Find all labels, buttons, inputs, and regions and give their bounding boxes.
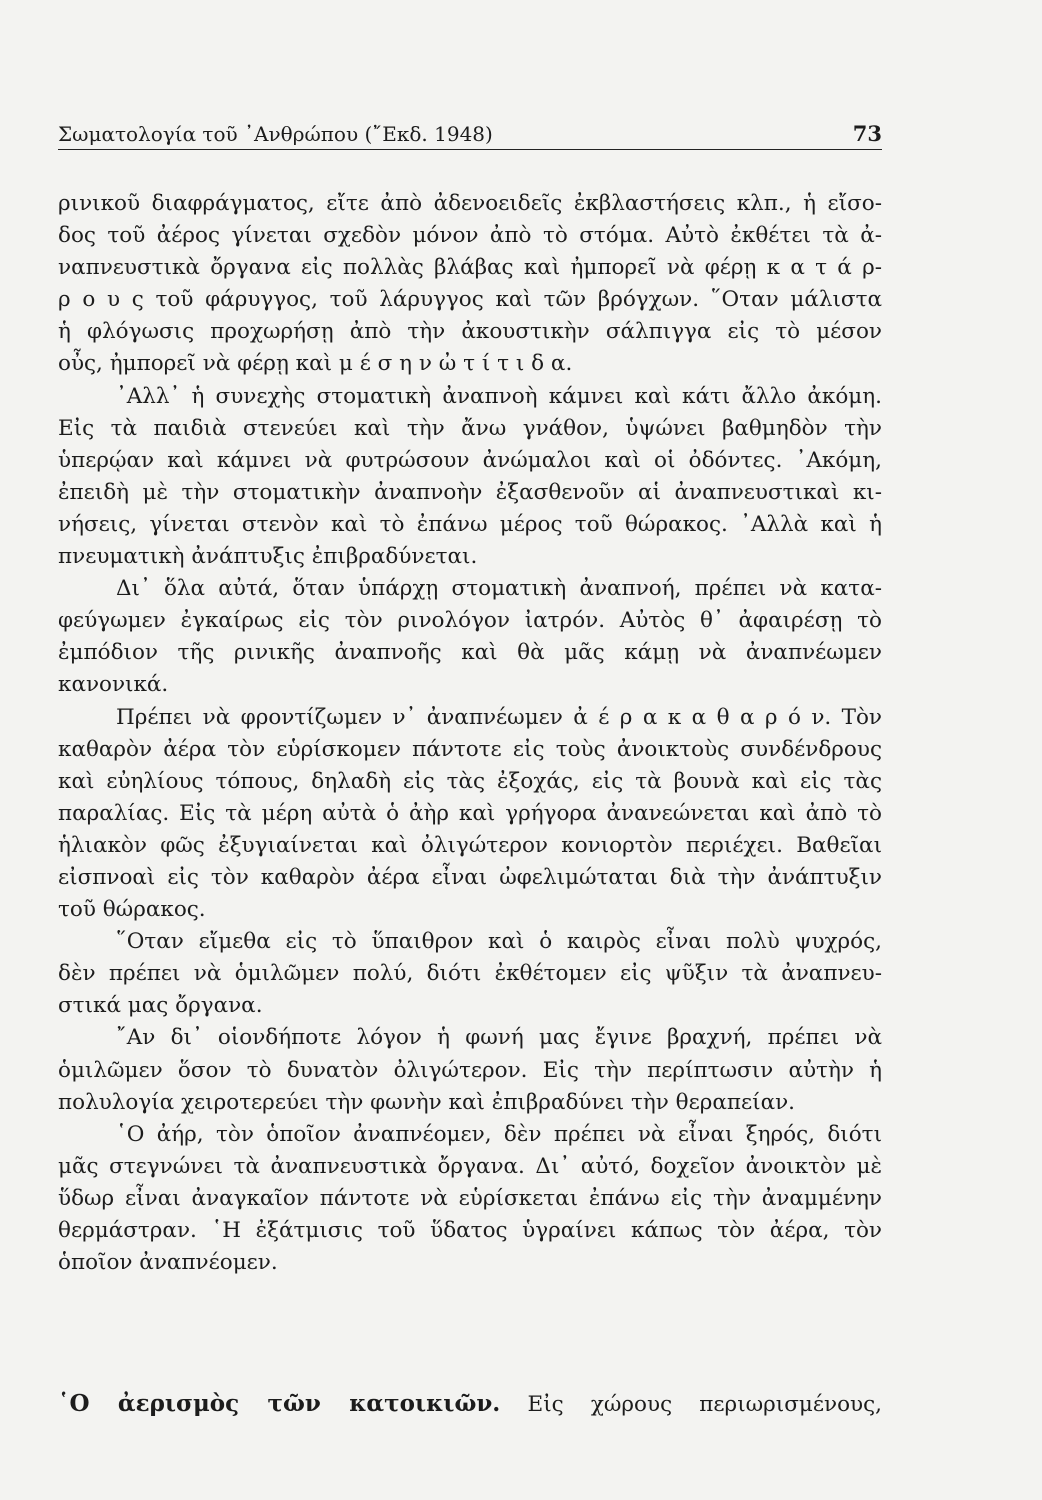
text-line: θερμάστραν. ῾Η ἐξάτμισις τοῦ ὕδατος ὑγραίνει κάπως τὸν ἀέρα, τὸν xyxy=(58,1218,882,1243)
text-line: ρινικοῦ διαφράγματος, εἴτε ἀπὸ ἀδενοειδεῖς ἐκβλαστήσεις κλπ., ἡ εἴσο- xyxy=(58,191,882,216)
text-line: παραλίας. Εἰς τὰ μέρη αὐτὰ ὁ ἀὴρ καὶ γρήγορα ἀνανεώνεται καὶ ἀπὸ τὸ xyxy=(58,800,882,826)
text-line: ῾Ο ἀήρ, τὸν ὁποῖον ἀναπνέομεν, δὲν πρέπει νὰ εἶναι ξηρός, διότι xyxy=(116,1121,882,1147)
text-line: ᾽Αλλ᾽ ἡ συνεχὴς στοματικὴ ἀναπνοὴ κάμνει καὶ κάτι ἄλλο ἀκόμη. xyxy=(116,383,882,409)
running-title: Σωματολογία τοῦ ᾽Ανθρώπου (῎Εκδ. 1948) xyxy=(58,122,493,146)
text-line: καθαρὸν ἀέρα τὸν εὑρίσκομεν πάντοτε εἰς τοὺς ἀνοικτοὺς συνδένδρους xyxy=(58,736,882,762)
text-line: ἡ φλόγωσις προχωρήσῃ ἀπὸ τὴν ἀκουστικὴν σάλπιγγα εἰς τὸ μέσον xyxy=(58,319,882,345)
section-text: Εἰς χώρους περιωρισμένους, xyxy=(527,1392,882,1417)
section-heading: ῾Ο ἀερισμὸς τῶν κατοικιῶν. xyxy=(58,1390,501,1417)
text-line: κανονικά. xyxy=(58,672,169,698)
text-line: δος τοῦ ἀέρος γίνεται σχεδὸν μόνον ἀπὸ τὸ στόμα. Αὐτὸ ἐκθέτει τὰ ἀ- xyxy=(58,223,882,249)
text-line: ὁμιλῶμεν ὅσον τὸ δυνατὸν ὀλιγώτερον. Εἰς τὴν περίπτωσιν αὐτὴν ἡ xyxy=(58,1057,882,1083)
text-line: στικά μας ὄργανα. xyxy=(58,993,263,1019)
section-start-line xyxy=(58,1388,882,1421)
running-header xyxy=(58,116,882,146)
text-line: μᾶς στεγνώνει τὰ ἀναπνευστικὰ ὄργανα. Δι᾽ αὐτό, δοχεῖον ἀνοικτὸν μὲ xyxy=(58,1153,882,1179)
text-line: νήσεις, γίνεται στενὸν καὶ τὸ ἐπάνω μέρος τοῦ θώρακος. ᾽Αλλὰ καὶ ἡ xyxy=(58,511,882,537)
text-line: Εἰς τὰ παιδιὰ στενεύει καὶ τὴν ἄνω γνάθον, ὑψώνει βαθμηδὸν τὴν xyxy=(58,415,882,441)
text-line: πολυλογία χειροτερεύει τὴν φωνὴν καὶ ἐπιβραδύνει τὴν θεραπείαν. xyxy=(58,1089,795,1115)
text-line: ὁποῖον ἀναπνέομεν. xyxy=(58,1250,278,1276)
text-line: φεύγωμεν ἐγκαίρως εἰς τὸν ρινολόγον ἰατρόν. Αὐτὸς θ᾽ ἀφαιρέσῃ τὸ xyxy=(58,608,882,634)
text-line: ὑπερῴαν καὶ κάμνει νὰ φυτρώσουν ἀνώμαλοι καὶ οἱ ὀδόντες. ᾽Ακόμη, xyxy=(58,447,882,473)
text-line: ἐπειδὴ μὲ τὴν στοματικὴν ἀναπνοὴν ἐξασθενοῦν αἱ ἀναπνευστικαὶ κι- xyxy=(58,479,882,505)
text-line: ῎Αν δι᾽ οἱονδήποτε λόγον ἡ φωνή μας ἔγινε βραχνή, πρέπει νὰ xyxy=(116,1025,882,1051)
text-line: Δι᾽ ὅλα αὐτά, ὅταν ὑπάρχῃ στοματικὴ ἀναπνοή, πρέπει νὰ κατα- xyxy=(116,576,882,602)
page-number: 73 xyxy=(852,121,882,146)
text-line: καὶ εὐηλίους τόπους, δηλαδὴ εἰς τὰς ἐξοχάς, εἰς τὰ βουνὰ καὶ εἰς τὰς xyxy=(58,768,882,794)
text-line: τοῦ θώρακος. xyxy=(58,897,206,923)
text-line: ρ ο υ ς τοῦ φάρυγγος, τοῦ λάρυγγος καὶ τῶν βρόγχων. ῞Οταν μάλιστα xyxy=(58,287,882,313)
body-text xyxy=(58,188,882,1279)
text-line: ἡλιακὸν φῶς ἐξυγιαίνεται καὶ ὀλιγώτερον κονιορτὸν περιέχει. Βαθεῖαι xyxy=(58,832,882,858)
text-line: ναπνευστικὰ ὄργανα εἰς πολλὰς βλάβας καὶ ἠμπορεῖ νὰ φέρῃ κ α τ ά ρ- xyxy=(58,255,882,281)
text-line: δὲν πρέπει νὰ ὁμιλῶμεν πολύ, διότι ἐκθέτομεν εἰς ψῦξιν τὰ ἀναπνευ- xyxy=(58,961,882,987)
header-rule xyxy=(58,149,882,150)
text-line: ἐμπόδιον τῆς ρινικῆς ἀναπνοῆς καὶ θὰ μᾶς κάμῃ νὰ ἀναπνέωμεν xyxy=(58,640,882,666)
text-line: πνευματικὴ ἀνάπτυξις ἐπιβραδύνεται. xyxy=(58,544,478,570)
text-line: ῞Οταν εἴμεθα εἰς τὸ ὕπαιθρον καὶ ὁ καιρὸς εἶναι πολὺ ψυχρός, xyxy=(116,929,882,955)
text-line: οὖς, ἠμπορεῖ νὰ φέρῃ καὶ μ έ σ η ν ὠ τ ί τ ι δ α. xyxy=(58,351,573,377)
text-line: ὕδωρ εἶναι ἀναγκαῖον πάντοτε νὰ εὑρίσκεται ἐπάνω εἰς τὴν ἀναμμένην xyxy=(58,1185,882,1211)
text-line: Πρέπει νὰ φροντίζωμεν ν᾽ ἀναπνέωμεν ἀ έ ρ α κ α θ α ρ ό ν. Τὸν xyxy=(116,704,882,730)
text-line: εἰσπνοαὶ εἰς τὸν καθαρὸν ἀέρα εἶναι ὠφελιμώταται διὰ τὴν ἀνάπτυξιν xyxy=(58,864,882,890)
